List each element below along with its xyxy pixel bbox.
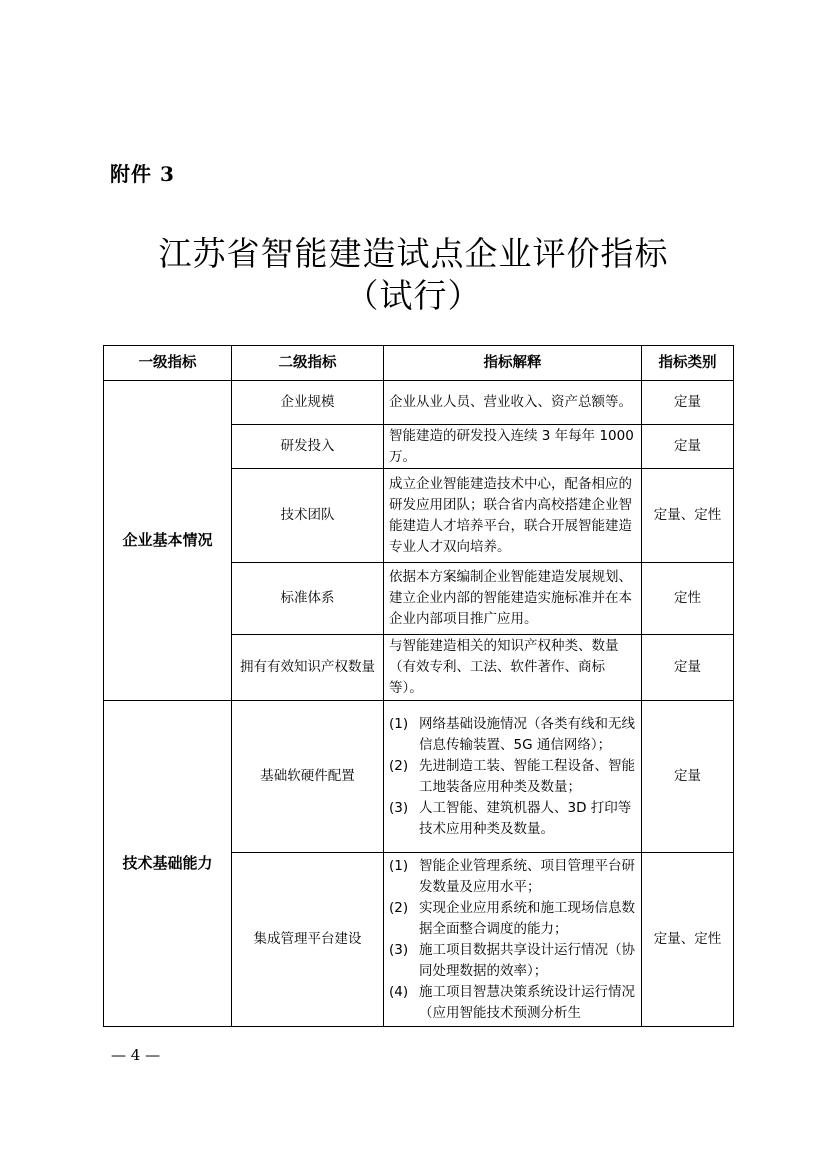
numbered-list [389, 714, 636, 840]
item-text: 先进制造工装、智能工程设备、智能工地装备应用种类及数量； [419, 757, 635, 795]
category-cell: 定量、定性 [642, 469, 734, 563]
item-text: 实现企业应用系统和施工现场信息数据全面整合调度的能力； [419, 899, 635, 937]
level2-cell: 拥有有效知识产权数量 [232, 635, 384, 701]
item-number: (3) [389, 799, 409, 816]
item-text: 网络基础设施情况（各类有线和无线信息传输装置、5G 通信网络）； [419, 715, 635, 753]
list-item [389, 714, 636, 756]
level2-cell: 标准体系 [232, 563, 384, 635]
level1-cell: 企业基本情况 [104, 381, 232, 701]
level2-cell: 技术团队 [232, 469, 384, 563]
document-subtitle: （试行） [345, 276, 482, 315]
category-cell: 定量 [642, 635, 734, 701]
item-text: 施工项目智慧决策系统设计运行情况（应用智能技术预测分析生 [419, 983, 635, 1021]
item-number: (4) [389, 983, 409, 1000]
list-item [389, 982, 636, 1024]
explanation-cell [384, 853, 642, 1027]
indicator-table [103, 345, 734, 1027]
list-item [389, 798, 636, 840]
level2-cell: 研发投入 [232, 425, 384, 469]
item-number: (1) [389, 857, 409, 874]
header-level2: 二级指标 [232, 346, 384, 381]
list-item [389, 856, 636, 898]
list-item [389, 898, 636, 940]
document-title: 江苏省智能建造试点企业评价指标 [158, 234, 669, 273]
category-cell: 定量、定性 [642, 853, 734, 1027]
explanation-cell: 依据本方案编制企业智能建造发展规划、建立企业内部的智能建造实施标准并在本企业内部项目推广应用。 [384, 563, 642, 635]
table-row [104, 381, 734, 425]
category-cell: 定量 [642, 381, 734, 425]
explanation-cell: 企业从业人员、营业收入、资产总额等。 [384, 381, 642, 425]
table-row [104, 701, 734, 853]
category-cell: 定量 [642, 701, 734, 853]
item-number: (1) [389, 715, 409, 732]
table-header-row [104, 346, 734, 381]
header-category: 指标类别 [642, 346, 734, 381]
item-text: 施工项目数据共享设计运行情况（协同处理数据的效率）； [419, 941, 635, 979]
level2-cell: 基础软硬件配置 [232, 701, 384, 853]
explanation-cell: 成立企业智能建造技术中心，配备相应的研发应用团队；联合省内高校搭建企业智能建造人才培养平台，联合开展智能建造专业人才双向培养。 [384, 469, 642, 563]
explanation-cell: 与智能建造相关的知识产权种类、数量（有效专利、工法、软件著作、商标等）。 [384, 635, 642, 701]
category-cell: 定性 [642, 563, 734, 635]
numbered-list [389, 856, 636, 1024]
item-text: 智能企业管理系统、项目管理平台研发数量及应用水平； [419, 857, 635, 895]
item-text: 人工智能、建筑机器人、3D 打印等技术应用种类及数量。 [419, 799, 632, 837]
page-number: — 4 — [111, 1046, 161, 1064]
item-number: (3) [389, 941, 409, 958]
level1-cell: 技术基础能力 [104, 701, 232, 1027]
list-item [389, 756, 636, 798]
header-explanation: 指标解释 [384, 346, 642, 381]
list-item [389, 940, 636, 982]
item-number: (2) [389, 757, 409, 774]
header-level1: 一级指标 [104, 346, 232, 381]
explanation-cell: 智能建造的研发投入连续 3 年每年 1000 万。 [384, 425, 642, 469]
item-number: (2) [389, 899, 409, 916]
level2-cell: 企业规模 [232, 381, 384, 425]
level2-cell: 集成管理平台建设 [232, 853, 384, 1027]
explanation-cell [384, 701, 642, 853]
category-cell: 定量 [642, 425, 734, 469]
attachment-label: 附件 3 [110, 162, 175, 186]
